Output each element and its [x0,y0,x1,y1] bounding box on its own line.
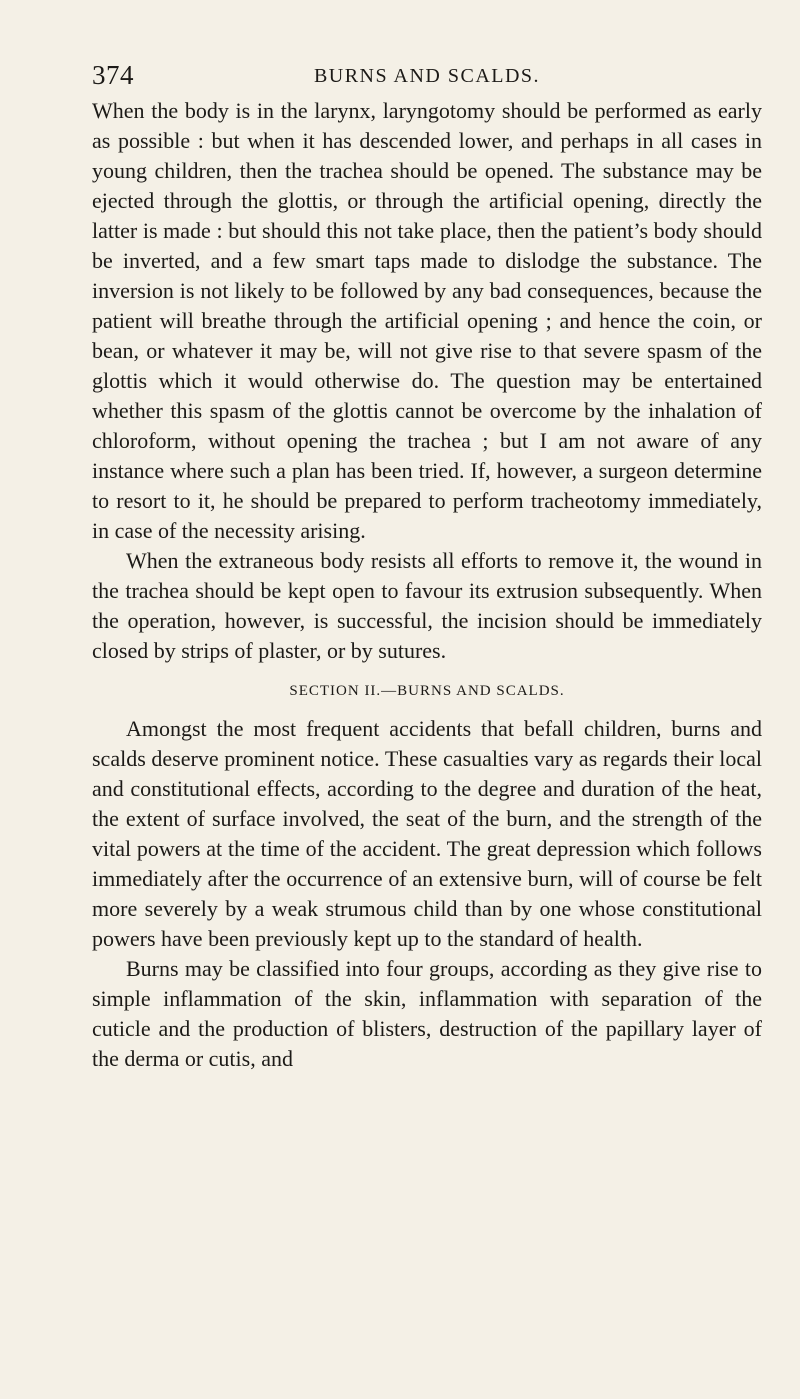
running-title: BURNS AND SCALDS. [313,65,541,87]
body-text [92,96,762,1074]
running-head [92,60,762,90]
section-heading: SECTION II.—BURNS AND SCALDS. [289,683,565,699]
paragraph-burns-scalds-intro: Amongst the most frequent accidents that befall children, burns and scalds deserve prominent notice. These casualties vary as regards their local and constitutional effects, according to the degree and duration of the heat, the extent of surface involved, the seat of the burn, and the strength of the vital powers at the time of the accident. The great depression which follows immediately after the occurrence of an extensive burn, will of course be felt more severely by a weak strumous child than by one whose constitutional powers have been previously kept up to the standard of health. [92,716,762,951]
paragraph-burns-classification: Burns may be classified into four groups, according as they give rise to simple inflammation of the skin, inflammation with separation of the cuticle and the production of blisters, destruction of the papillary layer of the derma or cutis, and [92,956,762,1071]
page-number: 374 [92,60,134,90]
paragraph-extraneous-body: When the extraneous body resists all efforts to remove it, the wound in the trachea should be kept open to favour its extrusion subsequently. When the operation, however, is successful, the incision should be immediately closed by strips of plaster, or by sutures. [92,548,762,663]
paragraph-laryngotomy: When the body is in the larynx, laryngotomy should be performed as early as possible : but when it has descended lower, and perhaps in all cases in young children, then the trachea should be opened. The substance may be ejected through the glottis, or through the artificial opening, directly the latter is made : but should this not take place, then the patient’s body should be inverted, and a few smart taps made to dislodge the substance. The inversion is not likely to be followed by any bad consequences, because the patient will breathe through the artificial opening ; and hence the coin, or bean, or whatever it may be, will not give rise to that severe spasm of the glottis which it would otherwise do. The question may be entertained whether this spasm of the glottis cannot be overcome by the inhalation of chloroform, without opening the trachea ; but I am not aware of any instance where such a plan has been tried. If, however, a surgeon determine to resort to it, he should be prepared to perform tracheotomy immediately, in case of the necessity arising. [92,98,762,543]
